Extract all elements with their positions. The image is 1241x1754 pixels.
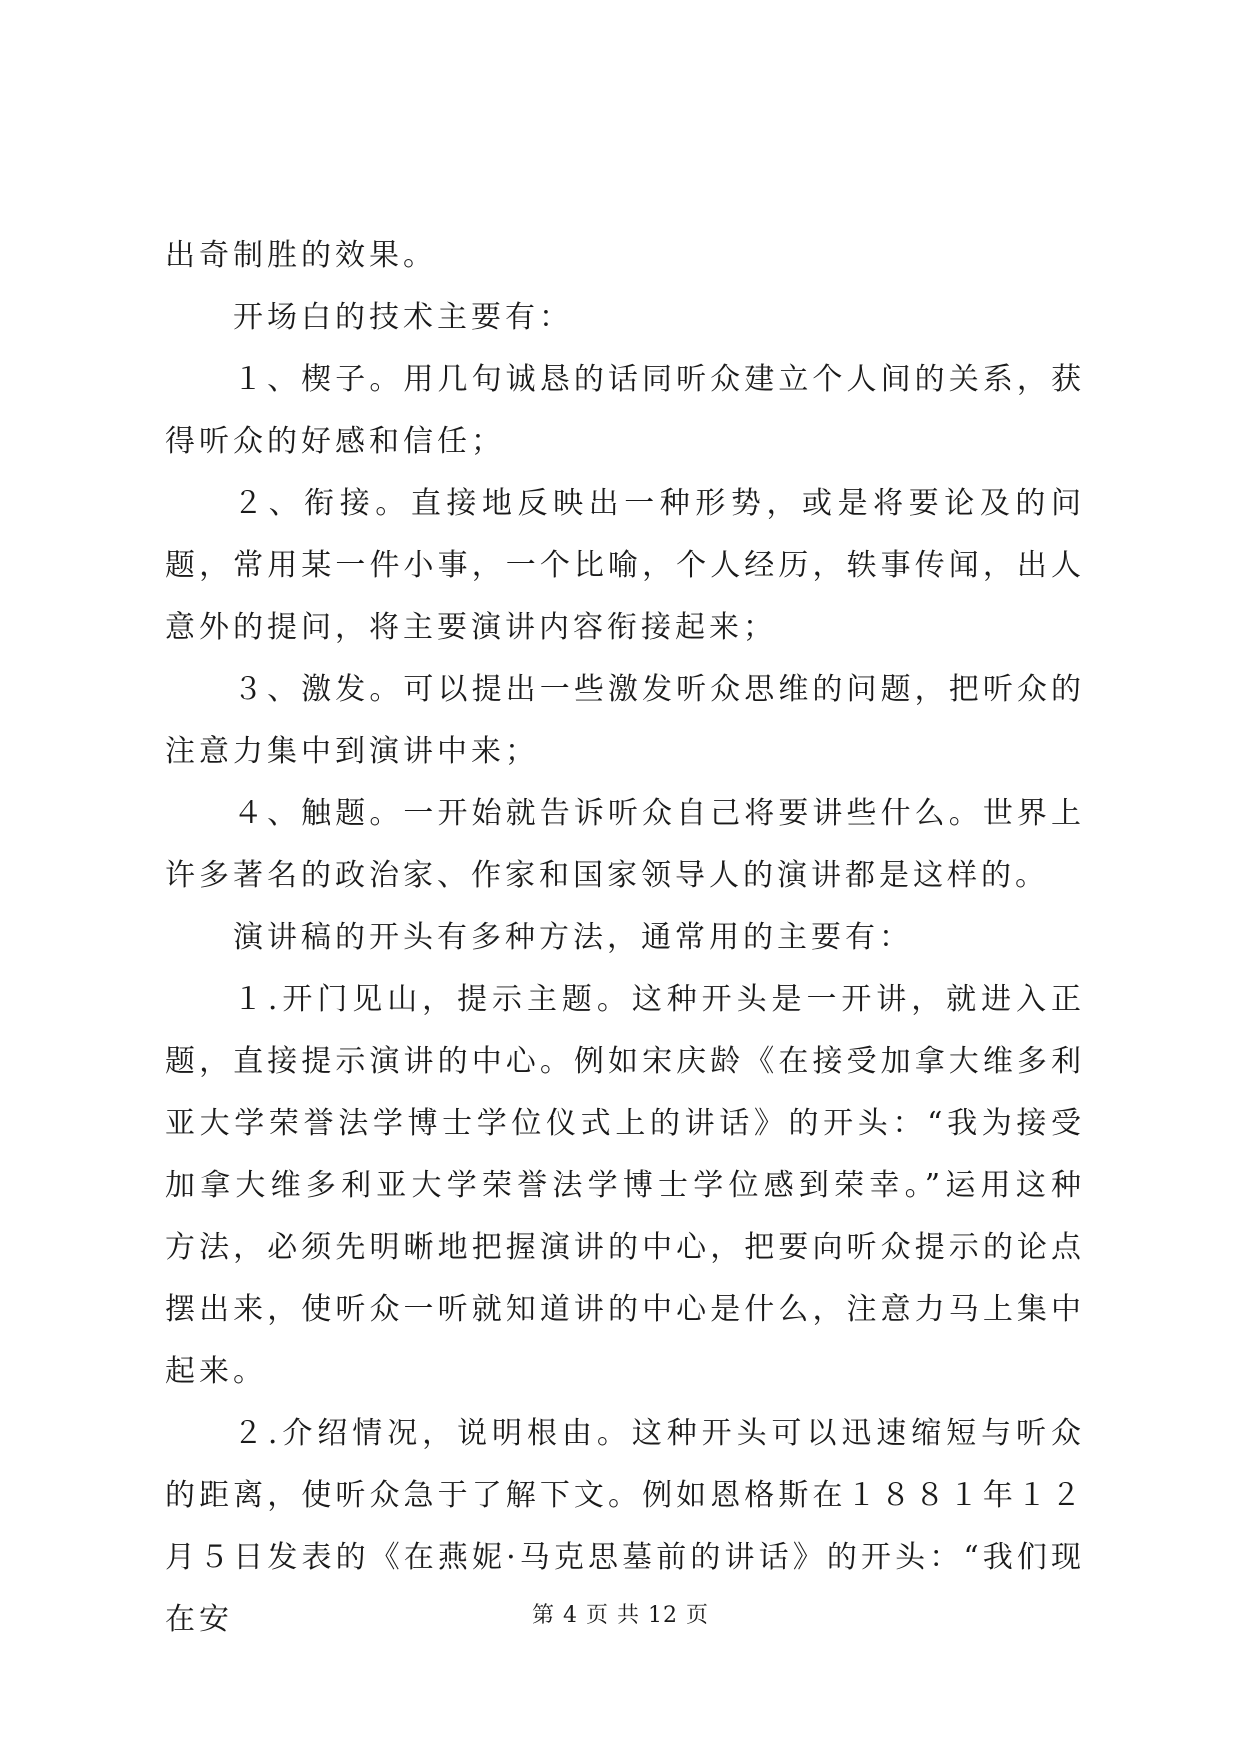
paragraph: １、楔子。用几句诚恳的话同听众建立个人间的关系，获得听众的好感和信任；	[165, 362, 1085, 459]
paragraph: ３、激发。可以提出一些激发听众思维的问题，把听众的注意力集中到演讲中来；	[165, 672, 1085, 769]
paragraph: 演讲稿的开头有多种方法，通常用的主要有：	[233, 920, 913, 955]
paragraph: １.开门见山，提示主题。这种开头是一开讲，就进入正题，直接提示演讲的中心。例如宋庆龄《在接受加拿大维多利亚大学荣誉法学博士学位仪式上的讲话》的开头：“我为接受加拿大维多利亚大学荣誉法学博士学位感到荣幸。”运用这种方法，必须先明晰地把握演讲的中心，把要向听众提示的论点摆出来，使听众一听就知道讲的中心是什么，注意力马上集中起来。	[165, 982, 1085, 1389]
document-body	[165, 225, 1085, 1651]
paragraph: ４、触题。一开始就告诉听众自己将要讲些什么。世界上许多著名的政治家、作家和国家领导人的演讲都是这样的。	[165, 796, 1085, 893]
paragraph: 出奇制胜的效果。	[165, 238, 437, 273]
paragraph: 开场白的技术主要有：	[233, 300, 573, 335]
page-number-footer: 第 4 页 共 12 页	[532, 1603, 709, 1628]
paragraph: ２、衔接。直接地反映出一种形势，或是将要论及的问题，常用某一件小事，一个比喻，个人经历，轶事传闻，出人意外的提问，将主要演讲内容衔接起来；	[165, 486, 1085, 645]
paragraph: ２.介绍情况，说明根由。这种开头可以迅速缩短与听众的距离，使听众急于了解下文。例如恩格斯在１８８１年１２月５日发表的《在燕妮·马克思墓前的讲话》的开头：“我们现在安	[165, 1416, 1085, 1637]
